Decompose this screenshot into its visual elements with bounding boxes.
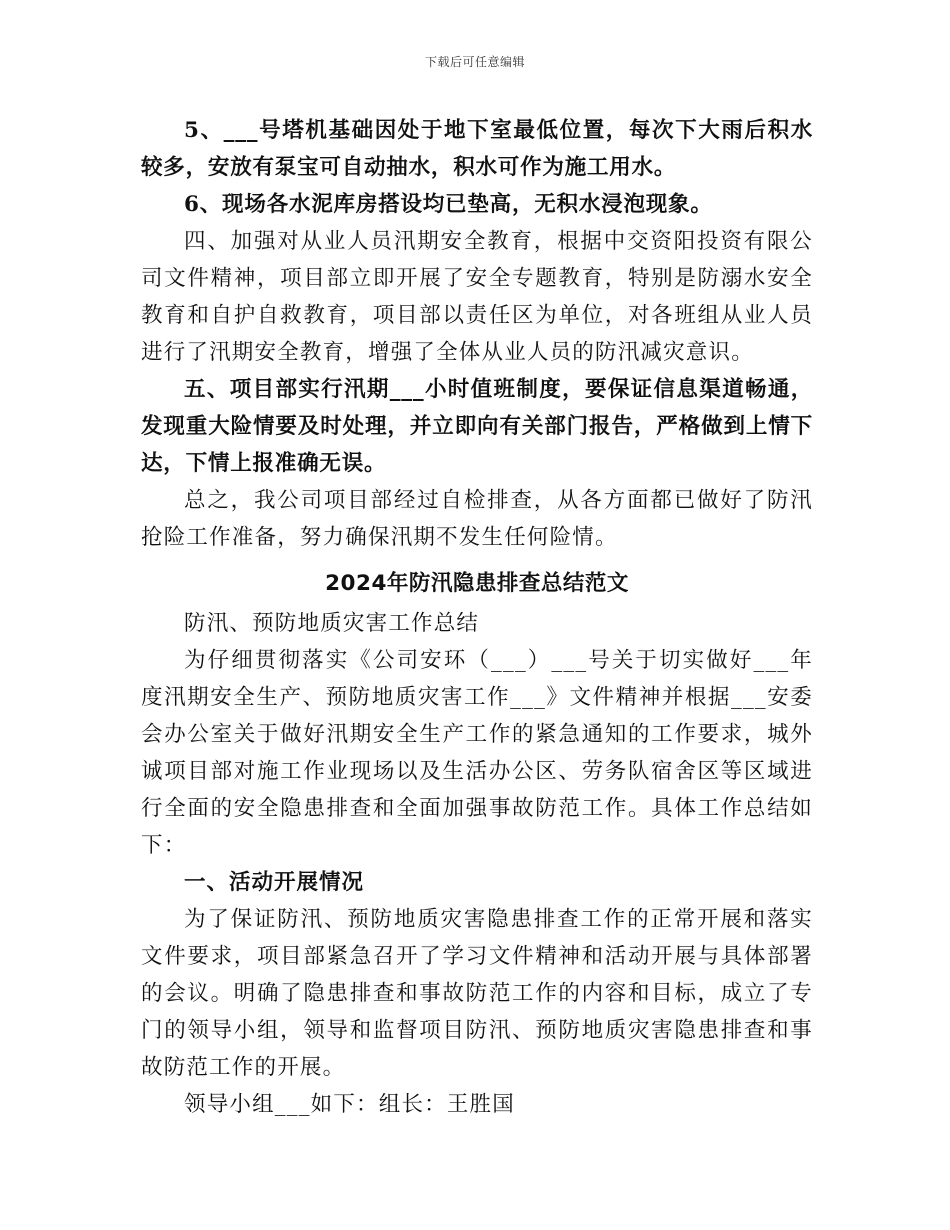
paragraph-section-five: 五、项目部实行汛期___小时值班制度，要保证信息渠道畅通，发现重大险情要及时处理，并立即向有关部门报告，严格做到上情下达，下情上报准确无误。 — [141, 377, 813, 476]
document-title: 2024年防汛隐患排查总结范文 — [325, 571, 629, 596]
page-header-note: 下载后可任意编辑 — [424, 55, 525, 69]
section-heading-activities: 一、活动开展情况 — [184, 870, 365, 895]
paragraph-leaders: 领导小组___如下：组长：王胜国 — [184, 1092, 515, 1117]
document-subtitle: 防汛、预防地质灾害工作总结 — [184, 611, 480, 636]
paragraph-item-5: 5、___号塔机基础因处于地下室最低位置，每次下大雨后积水较多，安放有泵宝可自动抽水，积水可作为施工用水。 — [141, 118, 813, 180]
paragraph-summary: 总之，我公司项目部经过自检排查，从各方面都已做好了防汛抢险工作准备，努力确保汛期不发生任何险情。 — [141, 488, 813, 550]
paragraph-activities: 为了保证防汛、预防地质灾害隐患排查工作的正常开展和落实文件要求，项目部紧急召开了学习文件精神和活动开展与具体部署的会议。明确了隐患排查和事故防范工作的内容和目标，成立了专门的领导小组，领导和监督项目防汛、预防地质灾害隐患排查和事故防范工作的开展。 — [141, 907, 813, 1080]
paragraph-intro: 为仔细贯彻落实《公司安环（___）___号关于切实做好___年度汛期安全生产、预防地质灾害工作___》文件精神并根据___安委会办公室关于做好汛期安全生产工作的紧急通知的工作要求，城外诚项目部对施工作业现场以及生活办公区、劳务队宿舍区等区域进行全面的安全隐患排查和全面加强事故防范工作。具体工作总结如下： — [141, 648, 813, 858]
paragraph-section-four: 四、加强对从业人员汛期安全教育，根据中交资阳投资有限公司文件精神，项目部立即开展了安全专题教育，特别是防溺水安全教育和自护自救教育，项目部以责任区为单位，对各班组从业人员进行了汛期安全教育，增强了全体从业人员的防汛减灾意识。 — [141, 229, 813, 365]
document-body — [141, 112, 813, 1123]
paragraph-item-6: 6、现场各水泥库房搭设均已垫高，无积水浸泡现象。 — [184, 192, 713, 217]
